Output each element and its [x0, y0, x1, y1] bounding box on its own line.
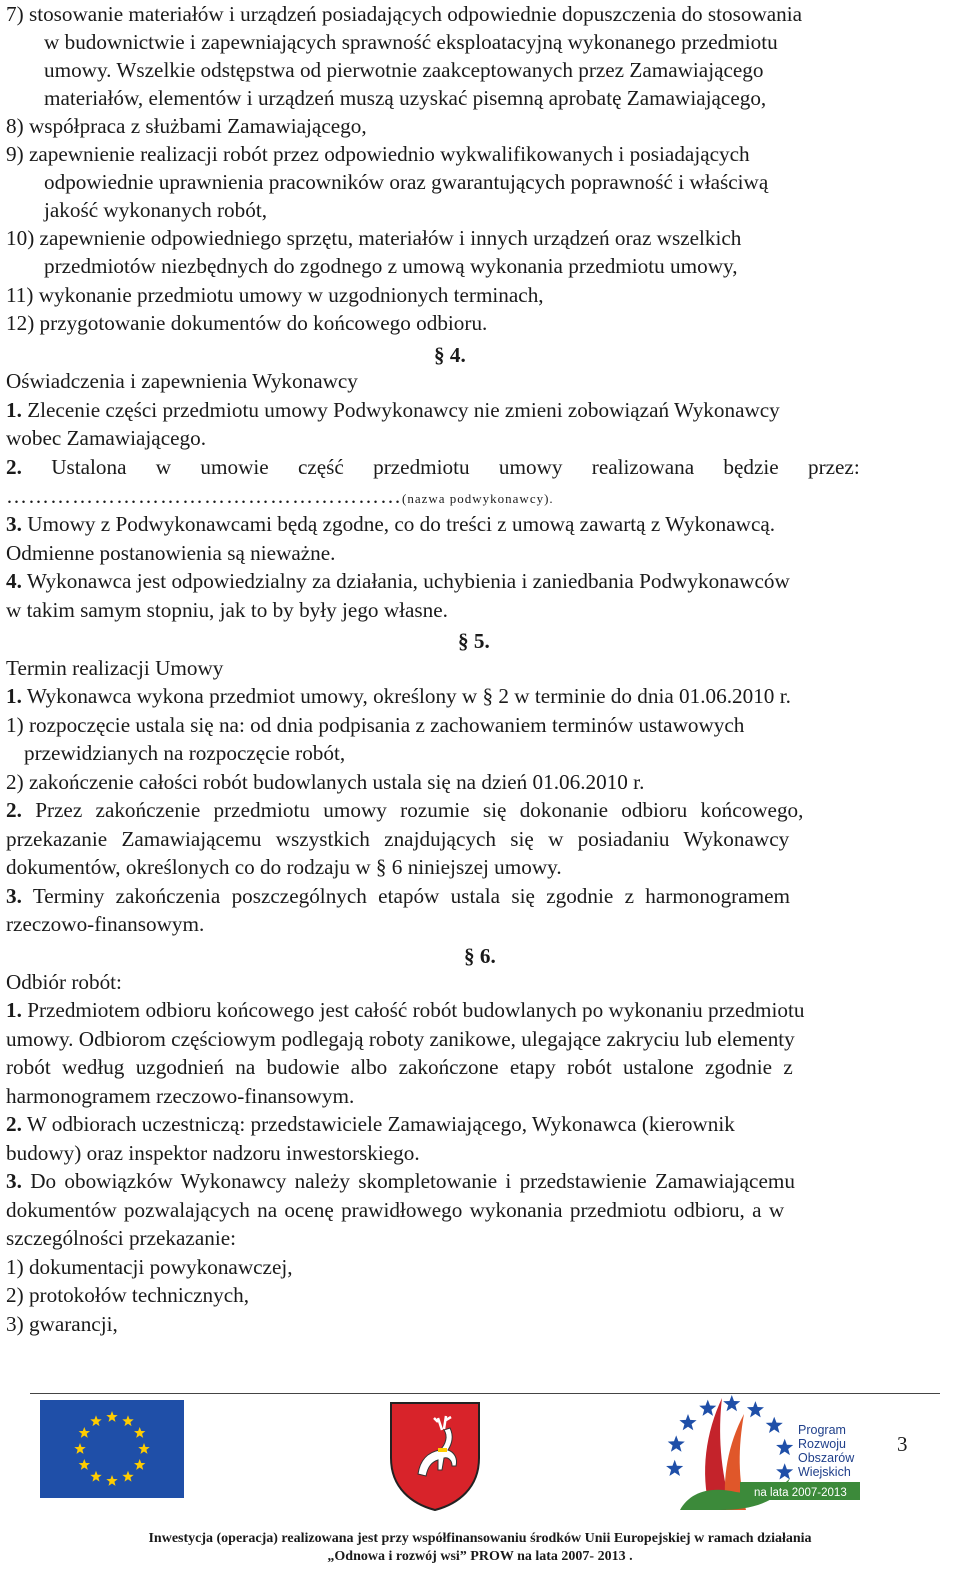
list-item-10-line1	[6, 224, 741, 252]
text: jakość wykonanych robót,	[44, 198, 268, 222]
text: odpowiednie uprawnienia pracowników oraz gwarantujących poprawność i właściwą	[44, 170, 769, 194]
text: 8) współpraca z służbami Zamawiającego,	[6, 114, 367, 138]
list-item-11	[6, 281, 544, 309]
footer-note	[0, 1530, 960, 1566]
footer-line-2: „Odnowa i rozwój wsi” PROW na lata 2007- 2013 .	[327, 1549, 633, 1564]
field-caption: (nazwa podwykonawcy).	[402, 491, 554, 506]
s4-paragraph-1-line1	[6, 396, 944, 424]
prow-star-icon	[666, 1460, 683, 1476]
list-item-7-line4	[44, 84, 766, 112]
eu-flag-icon	[40, 1400, 184, 1503]
paragraph-number: 1.	[6, 684, 22, 708]
s5-paragraph-2-line1	[6, 796, 944, 824]
prow-star-icon	[776, 1463, 793, 1479]
paragraph-number: 2.	[6, 1112, 22, 1136]
prow-star-icon	[668, 1435, 685, 1451]
list-item-9-line3	[44, 196, 267, 224]
section-6-heading: § 6.	[464, 944, 496, 968]
text: 7) stosowanie materiałów i urządzeń posiadających odpowiednie dopuszczenia do stosowania	[6, 2, 803, 26]
text: Przez zakończenie przedmiotu umowy rozumie się dokonanie odbioru końcowego,	[35, 798, 804, 822]
text: Do obowiązków Wykonawcy należy skompletowanie i przedstawienie Zamawiającemu	[30, 1169, 795, 1193]
paragraph-number: 1.	[6, 398, 22, 422]
paragraph-number: 3.	[6, 512, 22, 536]
prow-star-icon	[747, 1401, 764, 1417]
text: Wykonawca jest odpowiedzialny za działania, uchybienia i zaniedbania Podwykonawców	[26, 569, 790, 593]
text: Terminy zakończenia poszczególnych etapów ustala się zgodnie z harmonogramem	[32, 884, 791, 908]
list-item-7-line2	[44, 28, 944, 56]
s6-paragraph-1-line3: robót według uzgodnień na budowie albo zakończone etapy robót ustalone zgodnie z	[6, 1055, 793, 1079]
s4-paragraph-4-line1	[6, 567, 790, 595]
s4-paragraph-3-line2: Odmienne postanowienia są nieważne.	[6, 541, 336, 565]
s6-item-3: 3) gwarancji,	[6, 1312, 118, 1336]
text: Ustalona w umowie część przedmiotu umowy realizowana będzie przez:	[51, 455, 860, 479]
s6-item-1: 1) dokumentacji powykonawczej,	[6, 1255, 293, 1279]
s6-paragraph-3-line2: dokumentów pozwalających na ocenę prawidłowego wykonania przedmiotu odbioru, a w	[6, 1198, 785, 1222]
prow-line5: na lata 2007-2013	[754, 1487, 847, 1499]
paragraph-number: 4.	[6, 569, 22, 593]
list-item-9-line1	[6, 140, 750, 168]
s6-paragraph-1-line4: harmonogramem rzeczowo-finansowym.	[6, 1084, 355, 1108]
text: Wykonawca wykona przedmiot umowy, określony w § 2 w terminie do dnia 01.06.2010 r.	[26, 684, 791, 708]
s5-item-1-line1: 1) rozpoczęcie ustala się na: od dnia podpisania z zachowaniem terminów ustawowych	[6, 713, 745, 737]
prow-star-icon	[723, 1395, 740, 1411]
lubelskie-coat-of-arms-icon	[388, 1400, 482, 1517]
s5-paragraph-2-line3: dokumentów, określonych co do rodzaju w § 6 niniejszej umowy.	[6, 855, 562, 879]
paragraph-number: 1.	[6, 998, 22, 1022]
text: Przedmiotem odbioru końcowego jest całość robót budowlanych po wykonaniu przedmiotu	[27, 998, 805, 1022]
paragraph-number: 2.	[6, 455, 22, 479]
s6-paragraph-1-line1	[6, 996, 804, 1024]
section-5-heading: § 5.	[458, 629, 490, 653]
list-item-10-line2	[44, 252, 738, 280]
s4-paragraph-1-line2: wobec Zamawiającego.	[6, 426, 206, 450]
text: W odbiorach uczestniczą: przedstawiciele Zamawiającego, Wykonawca (kierownik	[26, 1112, 735, 1136]
list-item-7-line3	[44, 56, 764, 84]
s5-paragraph-3-line2: rzeczowo-finansowym.	[6, 912, 205, 936]
section-4-title: Oświadczenia i zapewnienia Wykonawcy	[6, 369, 358, 393]
paragraph-number: 3.	[6, 1169, 22, 1193]
prow-line3: Obszarów	[798, 1451, 855, 1465]
prow-line4: Wiejskich	[798, 1465, 851, 1479]
footer-line-1: Inwestycja (operacja) realizowana jest przy współfinansowaniu środków Unii Europejskiej w ramach działania	[148, 1531, 812, 1546]
section-6-title: Odbiór robót:	[6, 970, 122, 994]
prow-star-icon	[776, 1439, 793, 1455]
paragraph-text	[6, 396, 780, 424]
text: Umowy z Podwykonawcami będą zgodne, co do treści z umową zawartą z Wykonawcą.	[27, 512, 776, 536]
prow-line1: Program	[798, 1423, 846, 1437]
s6-paragraph-3-line1	[6, 1167, 795, 1195]
text: materiałów, elementów i urządzeń muszą uzyskać pisemną aprobatę Zamawiającego,	[44, 86, 767, 110]
text: 12) przygotowanie dokumentów do końcowego odbioru.	[6, 311, 488, 335]
prow-star-icon	[699, 1400, 716, 1416]
s6-item-2: 2) protokołów technicznych,	[6, 1283, 249, 1307]
subcontractor-name-field	[6, 482, 554, 513]
s5-paragraph-2-line2: przekazanie Zamawiającemu wszystkich znajdujących się w posiadaniu Wykonawcy	[6, 827, 790, 851]
prow-line2: Rozwoju	[798, 1437, 846, 1451]
s5-paragraph-1	[6, 682, 791, 710]
prow-star-icon	[766, 1417, 783, 1433]
text: 11) wykonanie przedmiotu umowy w uzgodnionych terminach,	[6, 283, 544, 307]
prow-star-icon	[679, 1414, 696, 1430]
paragraph-number: 2.	[6, 798, 22, 822]
list-item-7-line1	[6, 0, 944, 28]
paragraph-number: 3.	[6, 884, 22, 908]
s6-paragraph-3-line3: szczególności przekazanie:	[6, 1226, 236, 1250]
s5-item-1-line2: przewidzianych na rozpoczęcie robót,	[24, 741, 346, 765]
section-5-title: Termin realizacji Umowy	[6, 656, 224, 680]
dotted-line: ………………………………………………	[6, 484, 402, 508]
s5-paragraph-3-line1	[6, 882, 790, 910]
section-4-heading: § 4.	[434, 343, 466, 367]
text: Zlecenie części przedmiotu umowy Podwykonawcy nie zmieni zobowiązań Wykonawcy	[27, 398, 780, 422]
s5-item-2: 2) zakończenie całości robót budowlanych ustala się na dzień 01.06.2010 r.	[6, 770, 645, 794]
text: przedmiotów niezbędnych do zgodnego z umową wykonania przedmiotu umowy,	[44, 254, 738, 278]
text: w budownictwie i zapewniających sprawność eksploatacyjną wykonanego przedmiotu	[44, 30, 778, 54]
text: 9) zapewnienie realizacji robót przez odpowiednio wykwalifikowanych i posiadających	[6, 142, 750, 166]
text: umowy. Wszelkie odstępstwa od pierwotnie zaakceptowanych przez Zamawiającego	[44, 58, 764, 82]
s6-paragraph-2-line2: budowy) oraz inspektor nadzoru inwestorskiego.	[6, 1141, 420, 1165]
s6-paragraph-1-line2: umowy. Odbiorom częściowym podlegają roboty zanikowe, ulegające zakryciu lub elementy	[6, 1027, 795, 1051]
page-number: 3	[897, 1432, 908, 1456]
list-item-8	[6, 112, 367, 140]
list-item-12	[6, 309, 487, 337]
s4-paragraph-2-line1	[6, 453, 942, 481]
list-item-9-line2	[44, 168, 768, 196]
s4-paragraph-3-line1	[6, 510, 775, 538]
s6-paragraph-2-line1	[6, 1110, 735, 1138]
s4-paragraph-4-line2: w takim samym stopniu, jak to by były jego własne.	[6, 598, 448, 622]
text: 10) zapewnienie odpowiedniego sprzętu, materiałów i innych urządzeń oraz wszelkich	[6, 226, 742, 250]
prow-logo-icon	[640, 1392, 870, 1519]
